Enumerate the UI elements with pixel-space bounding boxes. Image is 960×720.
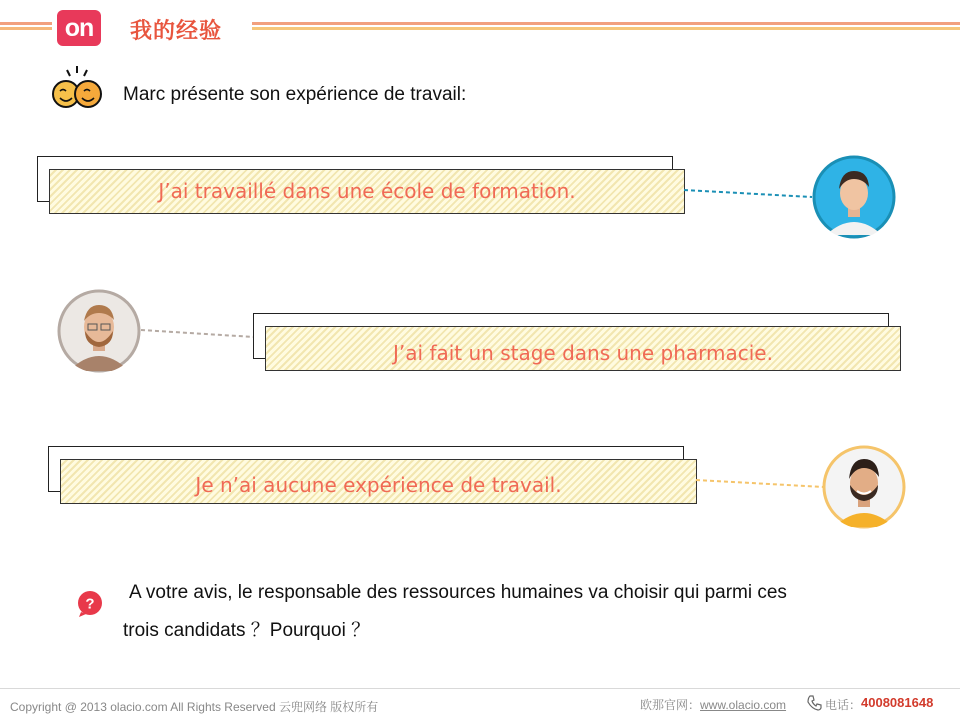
footer-site-label: 欧那官网：	[640, 698, 701, 712]
page-title: 我的经验	[130, 19, 223, 44]
young-man-blue-avatar	[812, 155, 896, 239]
candidate-avatar-1[interactable]	[812, 155, 896, 239]
question-bubble-icon	[76, 590, 104, 618]
candidate-statement-3: Je n’ai aucune expérience de travail.	[195, 473, 562, 497]
connector-line-2	[141, 326, 256, 340]
footer-site	[640, 696, 786, 713]
brand-logo[interactable]: on	[57, 10, 101, 46]
question-line-2: trois candidats ？Pourquoi ？	[123, 620, 371, 641]
discussion-question	[123, 574, 913, 650]
candidate-statement-1: J’ai travaillé dans une école de formation.	[158, 179, 576, 203]
connector-line-3	[696, 476, 826, 490]
connector-line-1	[684, 186, 814, 200]
header-decor-line-left	[0, 22, 52, 32]
speech-box-2	[265, 326, 901, 371]
footer-phone-number[interactable]: 4008081648	[861, 695, 934, 710]
smiling-faces-icon	[48, 64, 106, 110]
bearded-man-avatar	[57, 289, 141, 373]
footer-phone-label: 电话：	[825, 698, 862, 712]
footer-divider	[0, 688, 960, 689]
speech-box-3	[60, 459, 697, 504]
header-decor-line-right	[252, 22, 960, 32]
smiling-man-yellow-avatar	[822, 445, 906, 529]
svg-text:?: ?	[85, 595, 95, 613]
footer-site-link[interactable]: www.olacio.com	[700, 698, 787, 712]
intro-text: Marc présente son expérience de travail:	[123, 84, 467, 105]
phone-icon	[807, 695, 823, 711]
question-line-1: A votre avis, le responsable des ressources humaines va choisir qui parmi ces	[129, 582, 787, 603]
footer-copyright: Copyright @ 2013 olacio.com All Rights Reserved 云兜网络 版权所有	[10, 700, 379, 714]
candidate-statement-2: J’ai fait un stage dans une pharmacie.	[393, 341, 773, 365]
candidate-avatar-2[interactable]	[57, 289, 141, 373]
candidate-avatar-3[interactable]	[822, 445, 906, 529]
speech-box-1	[49, 169, 685, 214]
